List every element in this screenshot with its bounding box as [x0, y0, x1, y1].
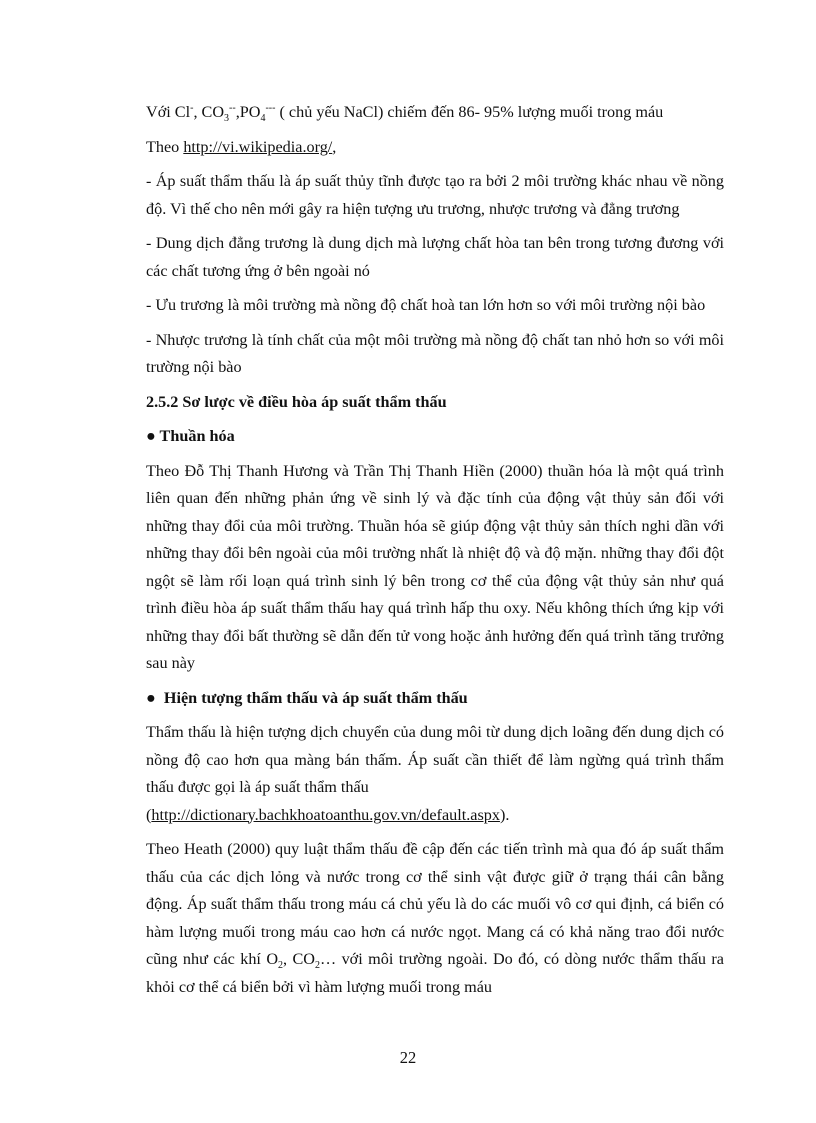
definition-paragraph: - Ưu trương là môi trường mà nồng độ chất hoà tan lớn hơn so với môi trường nội bào	[146, 296, 706, 314]
bullet-icon: ●	[146, 688, 156, 707]
bullet-title: Thuần hóa	[159, 427, 235, 445]
page-body	[146, 99, 724, 1008]
section-heading: 2.5.2 Sơ lược về điều hòa áp suất thẩm thấu	[146, 392, 447, 411]
paragraph-text: Theo Heath (2000) quy luật thẩm thấu đề cập đến các tiến trình mà qua đó áp suất thẩm thấu của các dịch lỏng và nước trong cơ thể sinh vật được giữ ở trạng thái cân bằng động. Áp suất thẩm thấu trong máu cá chủ yếu là do các muối vô cơ qui định, cá biển có hàm lượng muối trong máu cao hơn cá nước ngọt. Mang cá có khả năng trao đổi nước cũng như các khí O	[146, 840, 724, 968]
o2-subscript: 2	[278, 960, 284, 972]
po4-subscript: 4	[260, 113, 266, 125]
bullet-heading-thuan-hoa	[146, 423, 724, 451]
ion-composition-line	[146, 99, 724, 127]
co3-subscript: 3	[224, 113, 230, 125]
paren-open: (	[146, 805, 152, 824]
ion-text: Với Cl	[146, 103, 191, 121]
paragraph-text: Thẩm thấu là hiện tượng dịch chuyển của dung môi từ dung dịch loãng đến dung dịch có nồng độ cao hơn qua màng bán thấm. Áp suất cần thiết để làm ngừng quá trình thẩm thấu được gọi là áp suất thẩm thấu	[146, 723, 724, 796]
definition-paragraph: - Áp suất thẩm thấu là áp suất thủy tĩnh được tạo ra bởi 2 môi trường khác nhau về nồng độ. Vì thế cho nên mới gây ra hiện tượng ưu trương, nhược trương và đẳng trương	[146, 172, 724, 218]
co3-superscript: --	[229, 102, 236, 114]
paragraph-text: … với môi trường ngoài. Do đó, có dòng nước thẩm thấu ra khỏi cơ thể cá biển bởi vì hàm lượng muối trong máu	[146, 950, 724, 996]
definition-paragraph: - Nhược trương là tính chất của một môi trường mà nồng độ chất tan nhỏ hơn so với môi trường nội bào	[146, 330, 724, 376]
co2-subscript: 2	[314, 960, 320, 972]
cl-superscript: -	[190, 102, 194, 114]
thuan-hoa-paragraph: Theo Đỗ Thị Thanh Hương và Trần Thị Thanh Hiền (2000) thuần hóa là một quá trình liên quan đến những phản ứng về sinh lý và đặc tính của động vật thủy sản đối với những thay đổi của môi trường. Thuần hóa sẽ giúp động vật thủy sản thích nghi dần với những thay đổi bên ngoài của môi trường nhất là nhiệt độ và độ mặn. những thay đổi đột ngột sẽ làm rối loạn quá trình sinh lý bên trong cơ thể của động vật thủy sản như quá trình điều hòa áp suất thẩm thấu hay quá trình hấp thu oxy. Nếu không thích ứng kịp với những thay đổi bất thường sẽ dẫn đến tử vong hoặc ảnh hưởng đến quá trình tăng trưởng sau này	[146, 461, 724, 672]
bullet-title: Hiện tượng thẩm thấu và áp suất thẩm thấu	[163, 688, 468, 707]
tham-thau-paragraph	[146, 719, 724, 829]
dictionary-link[interactable]: http://dictionary.bachkhoatoanthu.gov.vn/default.aspx	[151, 805, 500, 824]
ion-text: , CO	[193, 103, 225, 121]
heath-paragraph	[146, 836, 724, 1001]
definition-paragraph: - Dung dịch đẳng trương là dung dịch mà lượng chất hòa tan bên trong tương đương với các chất tương ứng ở bên ngoài nó	[146, 234, 724, 280]
ion-text: ,PO	[235, 103, 261, 121]
ion-text: ( chủ yếu NaCl) chiếm đến 86- 95% lượng muối trong máu	[275, 103, 664, 121]
paren-close: ).	[499, 805, 510, 824]
source-suffix: ,	[332, 137, 337, 156]
source-line	[146, 134, 724, 162]
page-number: 22	[399, 1048, 417, 1067]
bullet-heading-tham-thau	[146, 685, 724, 713]
paragraph-text: , CO	[283, 950, 315, 968]
bullet-icon: ●	[146, 427, 156, 445]
source-prefix: Theo	[146, 137, 184, 156]
po4-superscript: ---	[265, 102, 276, 114]
wikipedia-link[interactable]: http://vi.wikipedia.org/	[183, 137, 333, 156]
